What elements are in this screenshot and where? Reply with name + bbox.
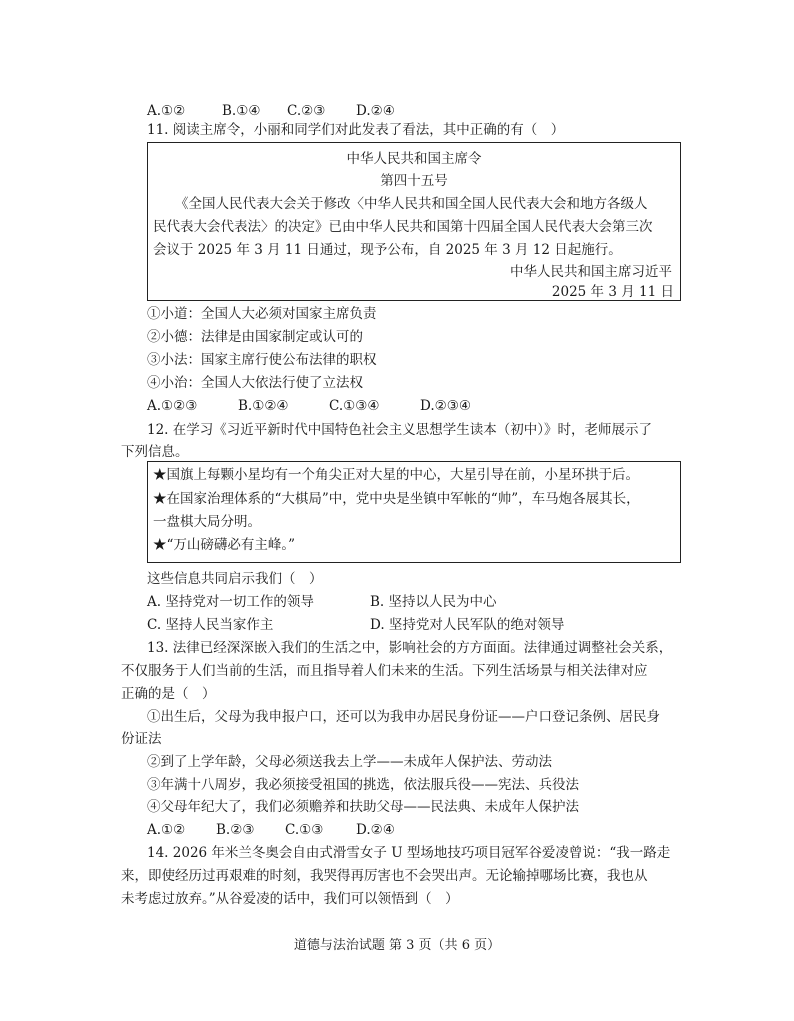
decree-body-line: 《全国人民代表大会关于修改〈中华人民共和国全国人民代表大会和地方各级人 xyxy=(175,196,648,212)
q13-option-c: C.①③ xyxy=(285,822,324,838)
decree-number: 第四十五号 xyxy=(380,173,448,189)
page-footer: 道德与法治试题 第 3 页（共 6 页） xyxy=(293,938,501,953)
q10-option-b: B.①④ xyxy=(222,103,261,119)
q11-decree-box xyxy=(147,142,681,301)
q11-option-b: B.①②④ xyxy=(238,398,289,414)
q13-statement: ②到了上学年龄，父母必须送我去上学——未成年人保护法、劳动法 xyxy=(147,754,552,770)
q13-option-a: A.①② xyxy=(147,822,186,838)
decree-title: 中华人民共和国主席令 xyxy=(346,151,482,167)
q13-statement: ④父母年纪大了，我们必须赡养和扶助父母——民法典、未成年人保护法 xyxy=(147,799,579,815)
q13-stem: 不仅服务于人们当前的生活，而且指导着人们未来的生活。下列生活场景与相关法律对应 xyxy=(121,663,648,679)
q13-statement: ③年满十八周岁，我必须接受祖国的挑选，依法服兵役——宪法、兵役法 xyxy=(147,777,579,793)
info-item: 一盘棋大局分明。 xyxy=(153,514,261,530)
q12-option-b: B. 坚持以人民为中心 xyxy=(370,594,497,610)
decree-date: 2025 年 3 月 11 日 xyxy=(551,284,674,300)
q13-option-b: B.②③ xyxy=(216,822,255,838)
q13-stem: 13. 法律已经深深嵌入我们的生活之中，影响社会的方方面面。法律通过调整社会关系， xyxy=(147,640,673,656)
decree-body-line: 民代表大会代表法〉的决定》已由中华人民共和国第十四届全国人民代表大会第三次 xyxy=(153,219,653,235)
info-item: ★在国家治理体系的“大棋局”中，党中央是坐镇中军帐的“帅”，车马炮各展其长， xyxy=(153,491,640,507)
q13-option-d: D.②④ xyxy=(356,822,395,838)
q11-statement: ③小法：国家主席行使公布法律的职权 xyxy=(147,352,377,368)
q11-option-c: C.①③④ xyxy=(329,398,380,414)
q12-option-c: C. 坚持人民当家作主 xyxy=(147,617,274,633)
q12-option-d: D. 坚持党对人民军队的绝对领导 xyxy=(370,617,565,633)
info-item: ★“万山磅礴必有主峰。” xyxy=(153,537,296,553)
q14-stem: 未考虑过放弃。”从谷爱凌的话中，我们可以领悟到（ ） xyxy=(121,891,459,907)
q11-statement: ④小治：全国人大依法行使了立法权 xyxy=(147,375,363,391)
decree-signature: 中华人民共和国主席习近平 xyxy=(510,264,672,280)
q11-statement: ②小德：法律是由国家制定或认可的 xyxy=(147,329,363,345)
q14-stem: 14. 2026 年米兰冬奥会自由式滑雪女子 U 型场地技巧项目冠军谷爱凌曾说：“我一路走 xyxy=(147,845,671,861)
q11-stem: 11. 阅读主席令，小丽和同学们对此发表了看法，其中正确的有（ ） xyxy=(147,122,565,138)
q14-stem: 来，即使经历过再艰难的时刻，我哭得再厉害也不会哭出声。无论输掉哪场比赛，我也从 xyxy=(121,868,648,884)
q10-option-d: D.②④ xyxy=(356,103,395,119)
q11-option-d: D.②③④ xyxy=(420,398,471,414)
decree-body-line: 会议于 2025 年 3 月 11 日通过，现予公布，自 2025 年 3 月 12 日起施行。 xyxy=(153,242,622,258)
q10-option-c: C.②③ xyxy=(287,103,326,119)
q13-stem: 正确的是（ ） xyxy=(121,686,216,702)
q12-stem: 下列信息。 xyxy=(121,444,189,460)
q13-statement: 份证法 xyxy=(121,731,162,747)
q11-option-a: A.①②③ xyxy=(147,398,198,414)
q11-statement: ①小道：全国人大必须对国家主席负责 xyxy=(147,306,377,322)
q12-stem: 12. 在学习《习近平新时代中国特色社会主义思想学生读本（初中）》时，老师展示了 xyxy=(147,422,653,438)
q10-option-a: A.①② xyxy=(147,103,186,119)
q12-question: 这些信息共同启示我们（ ） xyxy=(147,571,323,587)
q12-info-box xyxy=(147,461,681,563)
q13-statement: ①出生后，父母为我申报户口，还可以为我申办居民身份证——户口登记条例、居民身 xyxy=(147,709,660,725)
info-item: ★国旗上每颗小星均有一个角尖正对大星的中心，大星引导在前，小星环拱于后。 xyxy=(153,467,639,483)
q12-option-a: A. 坚持党对一切工作的领导 xyxy=(147,594,314,610)
